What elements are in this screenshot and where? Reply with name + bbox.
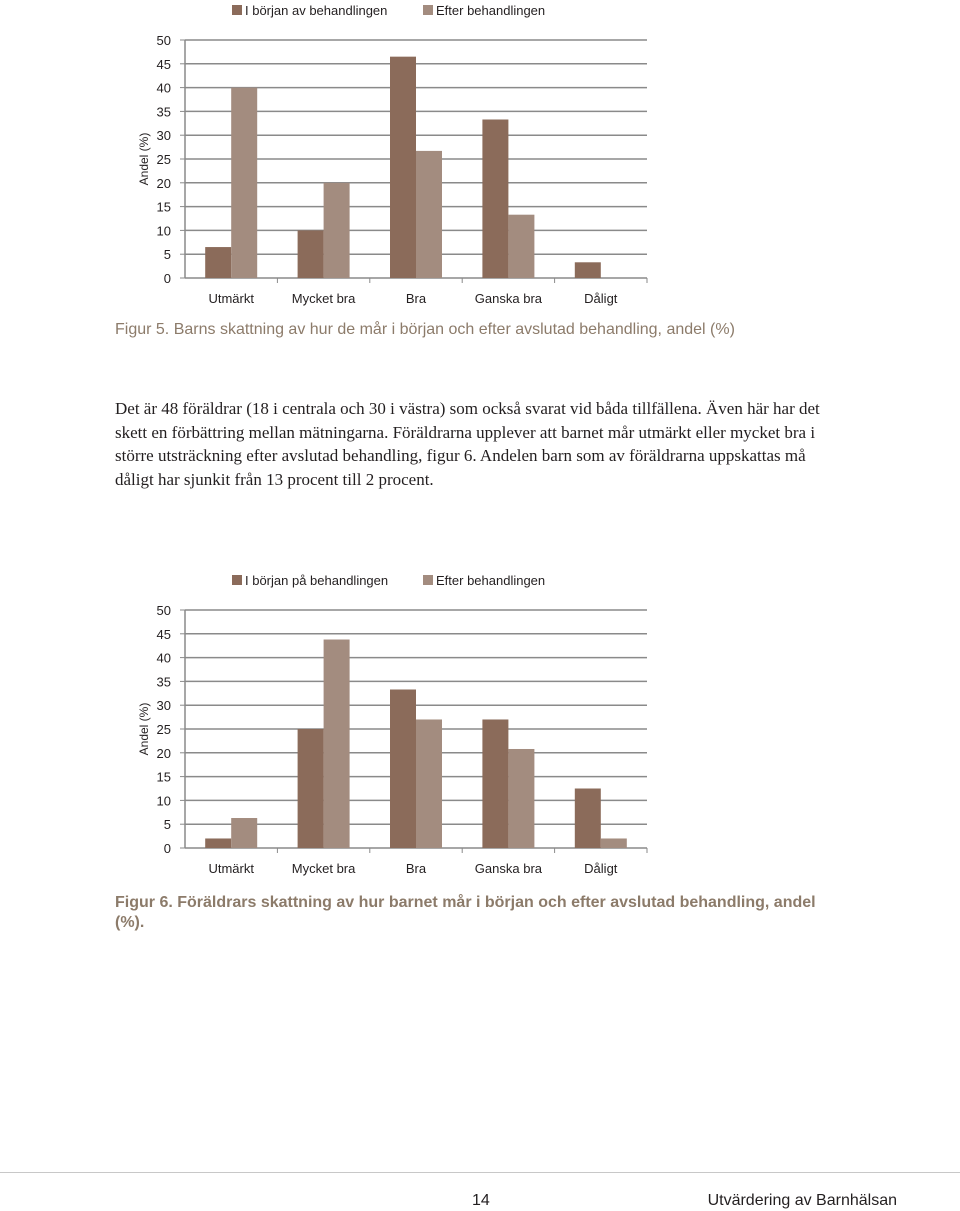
x-category-label: Mycket bra <box>291 861 356 876</box>
y-tick-label: 50 <box>156 603 171 618</box>
x-category-label: Bra <box>405 291 427 306</box>
legend-label: Efter behandlingen <box>436 3 546 18</box>
bar <box>575 262 601 278</box>
y-tick-label: 20 <box>156 175 171 191</box>
y-tick-label: 50 <box>156 33 171 48</box>
y-tick-label: 40 <box>156 80 171 96</box>
x-category-label: Dåligt <box>584 861 618 876</box>
y-tick-label: 40 <box>156 650 171 666</box>
bar <box>575 789 601 849</box>
footer-divider <box>0 1172 960 1173</box>
legend-label: I början av behandlingen <box>245 3 388 18</box>
y-tick-label: 30 <box>156 128 171 144</box>
y-tick-label: 5 <box>163 247 171 263</box>
y-tick-label: 10 <box>156 223 171 239</box>
legend <box>232 573 545 588</box>
legend-swatch <box>232 575 242 585</box>
figure-5-label: Figur 5. <box>115 321 170 338</box>
bar <box>205 247 231 278</box>
legend-label: Efter behandlingen <box>436 573 546 588</box>
x-category-label: Dåligt <box>584 291 618 306</box>
bar <box>508 215 534 278</box>
x-category-label: Mycket bra <box>291 291 356 306</box>
bar <box>324 183 350 278</box>
bar <box>482 719 508 848</box>
bar <box>231 818 257 848</box>
y-tick-label: 45 <box>156 626 171 642</box>
figure-6-label: Figur 6. <box>115 894 173 911</box>
bar <box>416 151 442 278</box>
y-tick-label: 20 <box>156 745 171 761</box>
bar <box>205 838 231 848</box>
x-category-label: Utmärkt <box>208 291 254 306</box>
figure-5-caption-text: Barns skattning av hur de mår i början och efter avslutad behandling, andel (%) <box>173 321 735 338</box>
bar <box>231 88 257 278</box>
y-tick-label: 5 <box>163 817 171 833</box>
legend-swatch <box>423 5 433 15</box>
legend-swatch <box>232 5 242 15</box>
x-category-label: Ganska bra <box>474 291 543 306</box>
y-axis-label: Andel (%) <box>137 132 151 186</box>
body-paragraph: Det är 48 föräldrar (18 i centrala och 30 i västra) som också svarat vid båda tillfällena. Även här har det skett en förbättring mellan mätningarna. Föräldrarna upplever att barnet mår utmärkt eller mycket bra i större utsträckning efter avslutad behandling, figur 6. Andelen barn som av föräldrarna uppskattas må dåligt har sjunkit från 13 procent till 2 procent. <box>115 399 820 489</box>
figure-5-svg <box>0 0 960 312</box>
figure-6-chart <box>0 570 960 882</box>
y-tick-label: 0 <box>163 271 171 286</box>
bar <box>601 838 627 848</box>
y-tick-label: 35 <box>156 104 171 120</box>
page-number: 14 <box>472 1192 490 1209</box>
figure-6-svg <box>0 570 960 882</box>
x-category-label: Utmärkt <box>208 861 254 876</box>
y-axis-label: Andel (%) <box>137 702 151 756</box>
figure-5-caption <box>115 320 835 340</box>
footer-title: Utvärdering av Barnhälsan <box>707 1192 897 1209</box>
x-category-label: Bra <box>405 861 427 876</box>
x-category-label: Ganska bra <box>474 861 543 876</box>
y-tick-label: 45 <box>156 56 171 72</box>
legend-label: I början på behandlingen <box>245 573 389 588</box>
y-tick-label: 10 <box>156 793 171 809</box>
bar <box>482 119 508 278</box>
bar <box>390 57 416 278</box>
legend <box>232 3 545 18</box>
figure-5-chart <box>0 0 960 312</box>
figure-6-caption-text: Föräldrars skattning av hur barnet mår i början och efter avslutad behandling, andel (%). <box>115 894 816 931</box>
bar <box>298 729 324 848</box>
y-tick-label: 30 <box>156 698 171 714</box>
y-tick-label: 15 <box>156 769 171 785</box>
y-tick-label: 15 <box>156 199 171 215</box>
y-tick-label: 35 <box>156 674 171 690</box>
y-tick-label: 25 <box>156 152 171 167</box>
figure-6-caption <box>115 893 835 933</box>
bar <box>324 640 350 848</box>
y-tick-label: 25 <box>156 722 171 737</box>
bar <box>508 749 534 848</box>
y-tick-label: 0 <box>163 841 171 856</box>
legend-swatch <box>423 575 433 585</box>
bar <box>298 230 324 278</box>
bar <box>390 689 416 848</box>
bar <box>416 719 442 848</box>
